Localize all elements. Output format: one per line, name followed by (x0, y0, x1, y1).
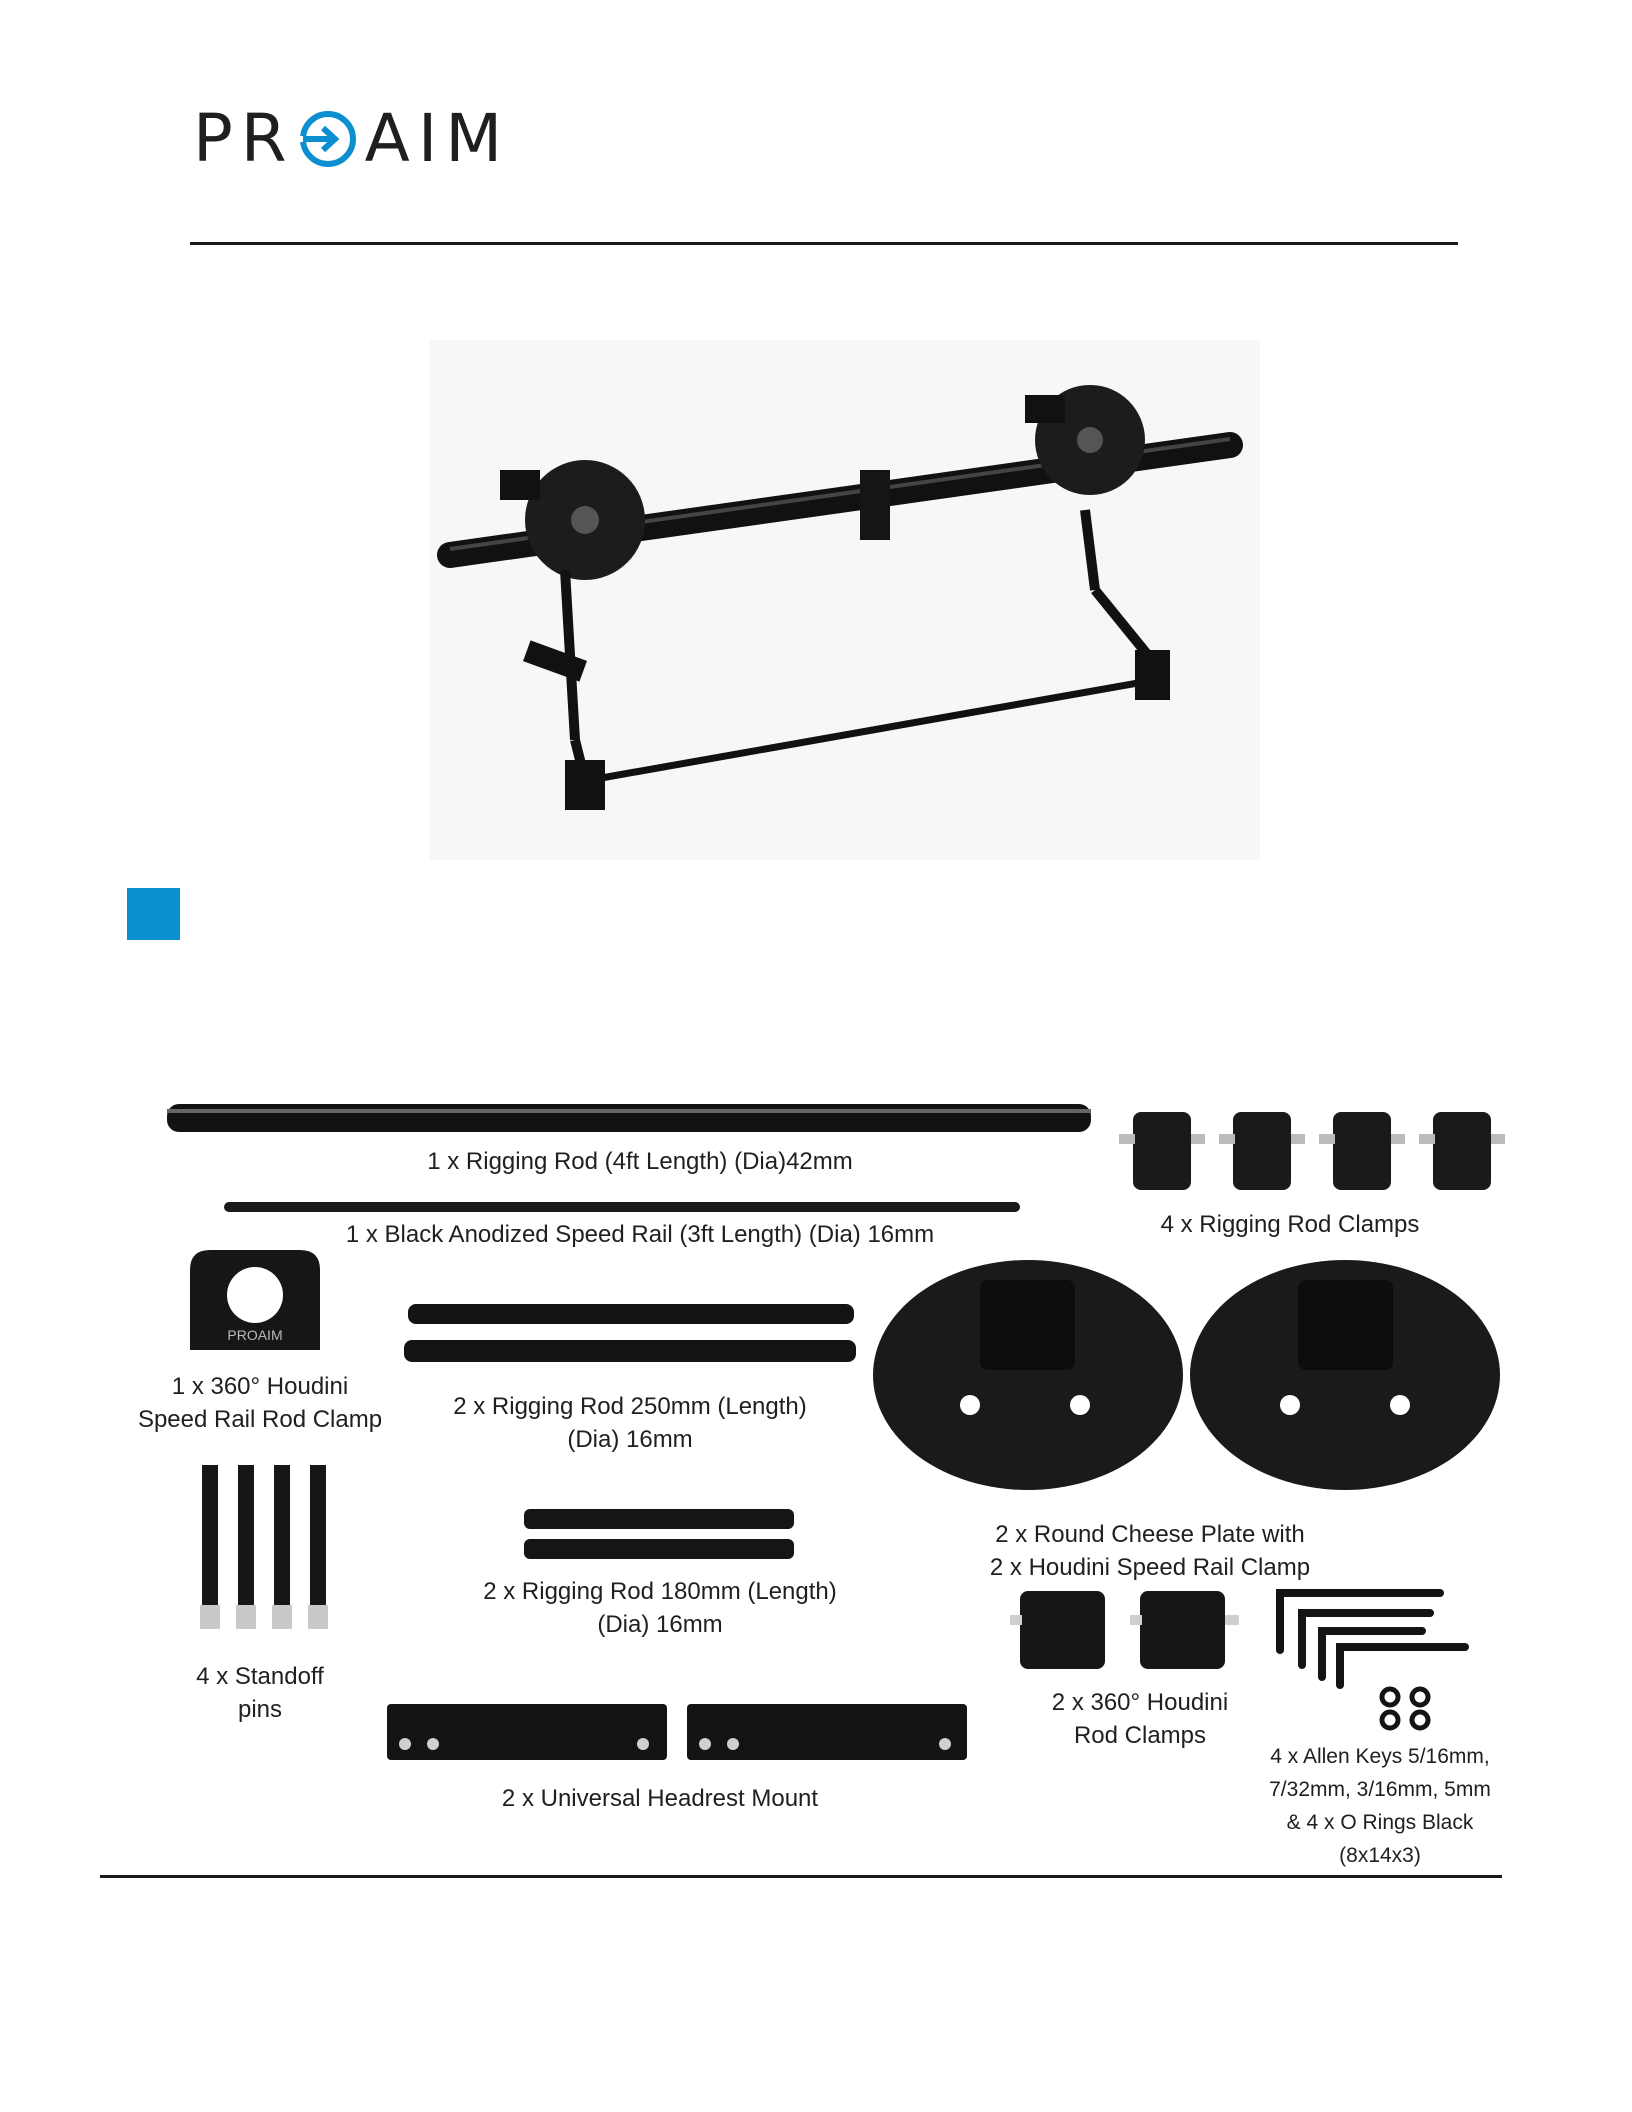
caption-line: 2 x Rigging Rod 180mm (Length) (483, 1578, 837, 1605)
caption-rigging-rod-250 (410, 1390, 850, 1456)
caption-houdini-speed-rail-clamp (120, 1370, 400, 1436)
caption-rigging-rod-180 (460, 1575, 860, 1641)
clamp-brand-engraving: PROAIM (227, 1327, 283, 1343)
logo-text-right: AIM (364, 100, 511, 177)
caption-line: (8x14x3) (1339, 1844, 1421, 1867)
rigging-rod-clamps-image (1115, 1100, 1515, 1200)
caption-line: 2 x 360° Houdini (1051, 1689, 1229, 1716)
caption-line: 2 x Round Cheese Plate with (995, 1521, 1305, 1548)
round-cheese-plates-image (870, 1255, 1510, 1495)
houdini-speed-rail-clamp-image (180, 1240, 330, 1360)
caption-headrest-mount: 2 x Universal Headrest Mount (501, 1785, 819, 1812)
caption-allen-keys (1215, 1740, 1545, 1872)
caption-line: 1 x 360° Houdini (171, 1373, 349, 1400)
rigging-rod-180-image (520, 1505, 800, 1565)
caption-rigging-rod-clamps: 4 x Rigging Rod Clamps (1160, 1211, 1420, 1238)
caption-rigging-rod-4ft: 1 x Rigging Rod (4ft Length) (Dia)42mm (427, 1148, 853, 1175)
caption-line: 2 x Houdini Speed Rail Clamp (989, 1554, 1311, 1581)
caption-line: (Dia) 16mm (597, 1611, 723, 1638)
rigging-rod-4ft-image (165, 1100, 1095, 1136)
universal-headrest-mount-image (385, 1700, 975, 1764)
logo-arrow-o-icon (297, 108, 359, 170)
caption-line: 4 x Allen Keys 5/16mm, (1270, 1745, 1490, 1768)
caption-line: 7/32mm, 3/16mm, 5mm (1269, 1778, 1491, 1801)
footer-divider (100, 1875, 1502, 1878)
section-marker (127, 888, 180, 940)
logo-text-left: PR (193, 100, 295, 177)
caption-line: Speed Rail Rod Clamp (137, 1406, 383, 1433)
caption-speed-rail-3ft: 1 x Black Anodized Speed Rail (3ft Length) (Dia) 16mm (345, 1221, 935, 1248)
caption-standoff-pins (160, 1660, 360, 1726)
product-hero-image (430, 340, 1260, 860)
rigging-rod-250-image (400, 1300, 860, 1370)
caption-line: Rod Clamps (1073, 1722, 1207, 1749)
brand-logo (193, 100, 510, 177)
header-divider (190, 242, 1458, 245)
houdini-rod-clamps-image (1010, 1585, 1250, 1675)
caption-line: 2 x Rigging Rod 250mm (Length) (453, 1393, 807, 1420)
caption-cheese-plate (950, 1518, 1350, 1584)
caption-line: (Dia) 16mm (567, 1426, 693, 1453)
caption-line: pins (237, 1696, 283, 1723)
standoff-pins-image (190, 1455, 340, 1635)
speed-rail-3ft-image (222, 1200, 1022, 1214)
caption-line: & 4 x O Rings Black (1286, 1811, 1474, 1834)
allen-keys-image (1270, 1585, 1470, 1735)
o-rings-icon (1382, 1689, 1428, 1728)
caption-line: 4 x Standoff (196, 1663, 324, 1690)
